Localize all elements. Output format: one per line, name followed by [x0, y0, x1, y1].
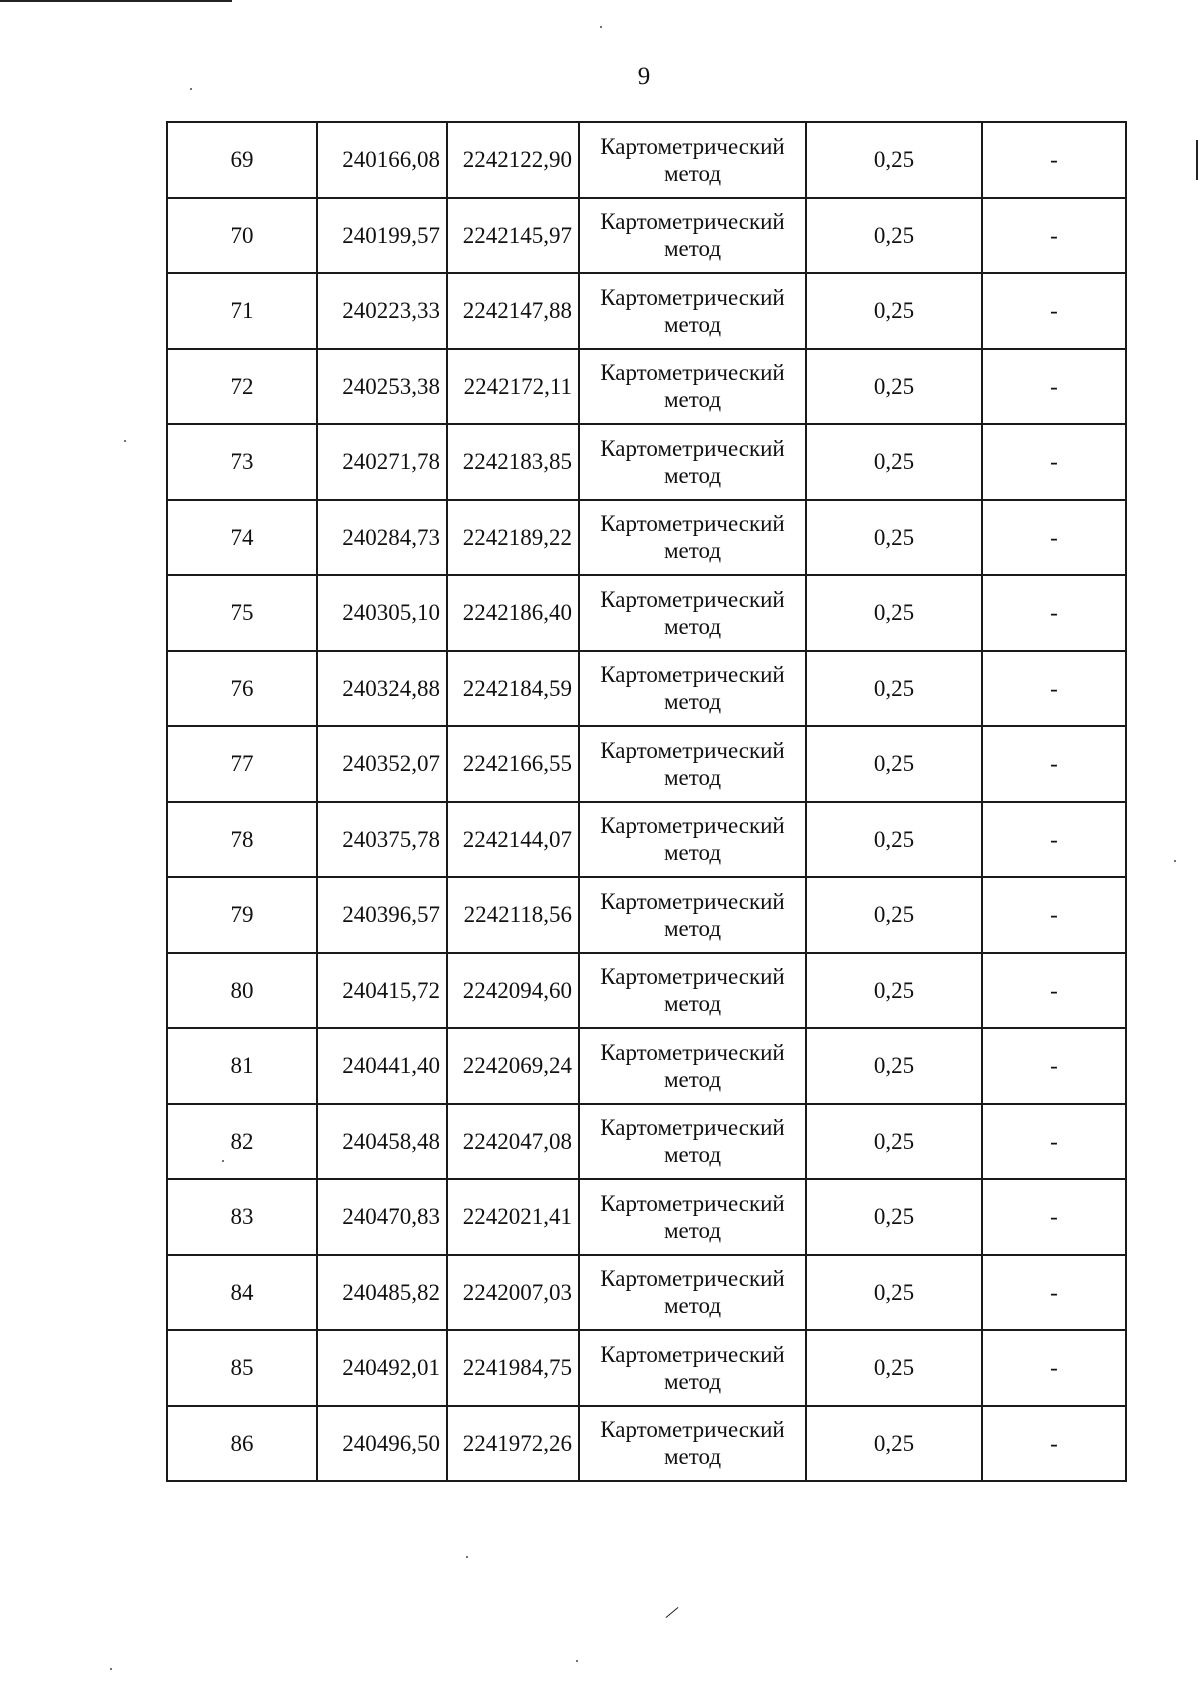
cell-y-coordinate: 2242166,55 — [447, 726, 579, 802]
table-row — [167, 198, 1126, 274]
method-text: Картометрический метод — [600, 1190, 785, 1243]
cell-method — [579, 198, 806, 274]
cell-point-number: 71 — [167, 273, 317, 349]
cell-x-coordinate: 240253,38 — [317, 349, 447, 425]
cell-note: - — [982, 500, 1126, 576]
cell-x-coordinate: 240485,82 — [317, 1255, 447, 1331]
cell-note: - — [982, 726, 1126, 802]
cell-accuracy: 0,25 — [806, 1406, 982, 1482]
cell-point-number: 80 — [167, 953, 317, 1029]
cell-y-coordinate: 2242147,88 — [447, 273, 579, 349]
cell-point-number: 73 — [167, 424, 317, 500]
cell-point-number: 84 — [167, 1255, 317, 1331]
cell-point-number: 85 — [167, 1330, 317, 1406]
cell-method — [579, 651, 806, 727]
cell-x-coordinate: 240496,50 — [317, 1406, 447, 1482]
table-row — [167, 1179, 1126, 1255]
table-row — [167, 726, 1126, 802]
cell-point-number: 81 — [167, 1028, 317, 1104]
scan-edge-line — [0, 0, 232, 2]
cell-x-coordinate: 240199,57 — [317, 198, 447, 274]
cell-point-number: 75 — [167, 575, 317, 651]
cell-point-number: 82 — [167, 1104, 317, 1180]
scan-speck — [222, 1160, 224, 1162]
cell-y-coordinate: 2242007,03 — [447, 1255, 579, 1331]
cell-y-coordinate: 2242094,60 — [447, 953, 579, 1029]
cell-accuracy: 0,25 — [806, 1104, 982, 1180]
cell-method — [579, 877, 806, 953]
table-row — [167, 1406, 1126, 1482]
cell-accuracy: 0,25 — [806, 575, 982, 651]
cell-y-coordinate: 2242118,56 — [447, 877, 579, 953]
cell-method — [579, 424, 806, 500]
method-text: Картометрический метод — [600, 209, 785, 262]
method-text: Картометрический метод — [600, 360, 785, 413]
table-row — [167, 953, 1126, 1029]
cell-note: - — [982, 273, 1126, 349]
cell-x-coordinate: 240352,07 — [317, 726, 447, 802]
cell-point-number: 83 — [167, 1179, 317, 1255]
cell-x-coordinate: 240396,57 — [317, 877, 447, 953]
table-row — [167, 273, 1126, 349]
table-row — [167, 575, 1126, 651]
table-row — [167, 877, 1126, 953]
table-row — [167, 122, 1126, 198]
cell-note: - — [982, 651, 1126, 727]
cell-accuracy: 0,25 — [806, 1179, 982, 1255]
cell-method — [579, 273, 806, 349]
table-row — [167, 349, 1126, 425]
cell-method — [579, 802, 806, 878]
cell-y-coordinate: 2242047,08 — [447, 1104, 579, 1180]
method-text: Картометрический метод — [600, 1039, 785, 1092]
cell-method — [579, 122, 806, 198]
cell-x-coordinate: 240324,88 — [317, 651, 447, 727]
cell-point-number: 79 — [167, 877, 317, 953]
table-row — [167, 1028, 1126, 1104]
cell-method — [579, 349, 806, 425]
cell-x-coordinate: 240305,10 — [317, 575, 447, 651]
scan-speck — [110, 1668, 112, 1670]
cell-note: - — [982, 1406, 1126, 1482]
scan-speck — [576, 1660, 578, 1662]
cell-accuracy: 0,25 — [806, 1028, 982, 1104]
cell-y-coordinate: 2241984,75 — [447, 1330, 579, 1406]
cell-y-coordinate: 2241972,26 — [447, 1406, 579, 1482]
table-row — [167, 1255, 1126, 1331]
cell-accuracy: 0,25 — [806, 349, 982, 425]
cell-note: - — [982, 953, 1126, 1029]
cell-x-coordinate: 240166,08 — [317, 122, 447, 198]
cell-y-coordinate: 2242189,22 — [447, 500, 579, 576]
method-text: Картометрический метод — [600, 888, 785, 941]
scan-speck — [600, 26, 602, 28]
cell-x-coordinate: 240492,01 — [317, 1330, 447, 1406]
cell-method — [579, 726, 806, 802]
cell-point-number: 78 — [167, 802, 317, 878]
cell-note: - — [982, 198, 1126, 274]
cell-accuracy: 0,25 — [806, 802, 982, 878]
cell-point-number: 72 — [167, 349, 317, 425]
table-row — [167, 500, 1126, 576]
method-text: Картометрический метод — [600, 133, 785, 186]
cell-method — [579, 1406, 806, 1482]
method-text: Картометрический метод — [600, 737, 785, 790]
method-text: Картометрический метод — [600, 1266, 785, 1319]
method-text: Картометрический метод — [600, 1115, 785, 1168]
cell-method — [579, 575, 806, 651]
cell-y-coordinate: 2242021,41 — [447, 1179, 579, 1255]
method-text: Картометрический метод — [600, 1417, 785, 1470]
scan-stroke — [666, 1607, 679, 1618]
method-text: Картометрический метод — [600, 1341, 785, 1394]
cell-method — [579, 500, 806, 576]
cell-note: - — [982, 877, 1126, 953]
scan-edge-mark — [1196, 140, 1198, 180]
page-number: 9 — [637, 63, 651, 90]
cell-x-coordinate: 240223,33 — [317, 273, 447, 349]
cell-x-coordinate: 240284,73 — [317, 500, 447, 576]
cell-y-coordinate: 2242144,07 — [447, 802, 579, 878]
cell-note: - — [982, 122, 1126, 198]
method-text: Картометрический метод — [600, 511, 785, 564]
cell-note: - — [982, 1179, 1126, 1255]
cell-note: - — [982, 1104, 1126, 1180]
method-text: Картометрический метод — [600, 284, 785, 337]
cell-method — [579, 1104, 806, 1180]
cell-note: - — [982, 349, 1126, 425]
table-row — [167, 424, 1126, 500]
cell-point-number: 76 — [167, 651, 317, 727]
scan-speck — [124, 440, 126, 442]
cell-accuracy: 0,25 — [806, 500, 982, 576]
cell-method — [579, 1255, 806, 1331]
table-row — [167, 651, 1126, 727]
cell-point-number: 69 — [167, 122, 317, 198]
coordinates-table — [166, 121, 1127, 1482]
cell-method — [579, 1179, 806, 1255]
cell-accuracy: 0,25 — [806, 122, 982, 198]
cell-accuracy: 0,25 — [806, 1330, 982, 1406]
cell-y-coordinate: 2242145,97 — [447, 198, 579, 274]
cell-accuracy: 0,25 — [806, 651, 982, 727]
scan-speck — [1174, 860, 1176, 862]
cell-x-coordinate: 240470,83 — [317, 1179, 447, 1255]
scan-speck — [190, 88, 192, 90]
table-row — [167, 1330, 1126, 1406]
cell-y-coordinate: 2242122,90 — [447, 122, 579, 198]
cell-y-coordinate: 2242186,40 — [447, 575, 579, 651]
cell-point-number: 74 — [167, 500, 317, 576]
cell-accuracy: 0,25 — [806, 877, 982, 953]
cell-note: - — [982, 802, 1126, 878]
table-body — [167, 122, 1126, 1481]
cell-x-coordinate: 240375,78 — [317, 802, 447, 878]
cell-y-coordinate: 2242184,59 — [447, 651, 579, 727]
cell-method — [579, 953, 806, 1029]
cell-x-coordinate: 240458,48 — [317, 1104, 447, 1180]
cell-note: - — [982, 575, 1126, 651]
cell-accuracy: 0,25 — [806, 953, 982, 1029]
method-text: Картометрический метод — [600, 435, 785, 488]
method-text: Картометрический метод — [600, 964, 785, 1017]
cell-method — [579, 1028, 806, 1104]
method-text: Картометрический метод — [600, 662, 785, 715]
cell-x-coordinate: 240271,78 — [317, 424, 447, 500]
cell-method — [579, 1330, 806, 1406]
cell-y-coordinate: 2242172,11 — [447, 349, 579, 425]
cell-x-coordinate: 240415,72 — [317, 953, 447, 1029]
cell-accuracy: 0,25 — [806, 726, 982, 802]
cell-point-number: 70 — [167, 198, 317, 274]
cell-x-coordinate: 240441,40 — [317, 1028, 447, 1104]
cell-note: - — [982, 1330, 1126, 1406]
cell-point-number: 86 — [167, 1406, 317, 1482]
cell-y-coordinate: 2242183,85 — [447, 424, 579, 500]
method-text: Картометрический метод — [600, 813, 785, 866]
table-row — [167, 1104, 1126, 1180]
cell-y-coordinate: 2242069,24 — [447, 1028, 579, 1104]
cell-note: - — [982, 1028, 1126, 1104]
cell-accuracy: 0,25 — [806, 198, 982, 274]
scan-speck — [466, 1556, 468, 1558]
cell-note: - — [982, 424, 1126, 500]
cell-accuracy: 0,25 — [806, 273, 982, 349]
cell-note: - — [982, 1255, 1126, 1331]
method-text: Картометрический метод — [600, 586, 785, 639]
cell-point-number: 77 — [167, 726, 317, 802]
cell-accuracy: 0,25 — [806, 424, 982, 500]
cell-accuracy: 0,25 — [806, 1255, 982, 1331]
table-row — [167, 802, 1126, 878]
